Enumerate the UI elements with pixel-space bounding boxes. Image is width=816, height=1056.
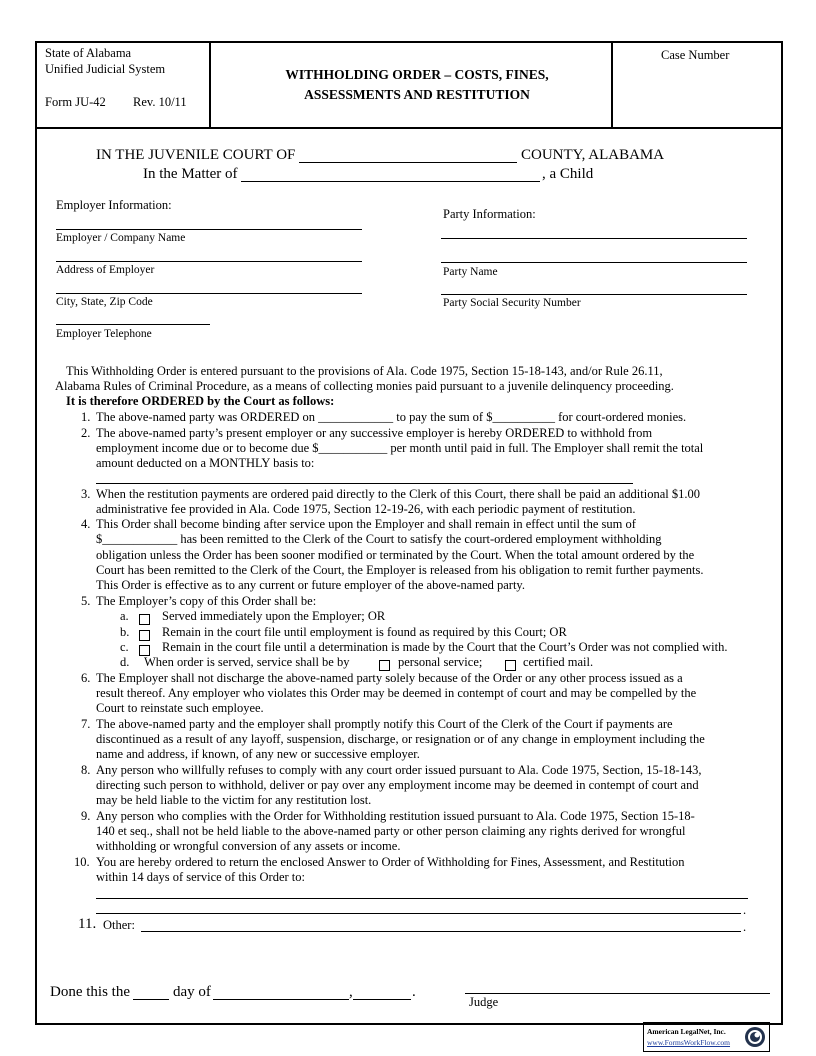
done-year-field[interactable] [353, 999, 411, 1000]
item-6-number: 6. [81, 671, 91, 685]
item-8-line3: may be held liable to the victim for any restitution lost. [96, 793, 372, 807]
item-6-line3: Court to reinstate such employee. [96, 701, 264, 715]
intro-line2: Alabama Rules of Criminal Procedure, as a means of collecting monies paid pursuant to a juvenile delinquency proceeding. [55, 379, 674, 393]
item-9-line2: 140 et seq., shall not be held liable to the above-named party or other person claiming any rights derived for wrongful [96, 824, 686, 838]
item-7-line3: name and address, if known, of any new or successive employer. [96, 747, 420, 761]
served-immediately-checkbox[interactable] [139, 614, 150, 625]
item-3-line1: When the restitution payments are ordered paid directly to the Clerk of this Court, there shall be paid an additional $1.00 [96, 487, 700, 501]
logo-url[interactable]: www.FormsWorkFlow.com [647, 1038, 731, 1047]
item-11-label: Other: [103, 918, 135, 932]
item-2-line2: employment income due or to become due $___________ per month until paid in full. The Employer shall remit the total [96, 441, 704, 455]
party-ssn-field[interactable] [441, 294, 747, 295]
item-7-line1: The above-named party and the employer shall promptly notify this Court of the Clerk of the Court if payments are [96, 717, 673, 731]
judge-signature-line[interactable] [465, 993, 770, 994]
item-6-line2: result thereof. Any employer who violates this Order may be deemed in contempt of court and may be compelled by the [96, 686, 697, 700]
return-to-field-2[interactable] [96, 913, 741, 914]
item-7-line2: discontinued as a result of any layoff, suspension, discharge, or resignation or of any change in employment including the [96, 732, 705, 746]
item-5-text: The Employer’s copy of this Order shall be: [96, 594, 317, 608]
county-field[interactable] [299, 162, 517, 163]
item-5d-letter: d. [120, 655, 130, 669]
header-title-box [209, 41, 613, 129]
employer-name-field[interactable] [56, 229, 362, 230]
item-8-line2: directing such person to withhold, deliver or pay over any employment income may be deemed in contempt of court and [96, 778, 699, 792]
child-name-field[interactable] [241, 181, 540, 182]
employer-phone-field[interactable] [56, 324, 210, 325]
party-name-label: Party Name [443, 266, 498, 278]
employer-address-label: Address of Employer [56, 264, 155, 276]
item-4-line5: This Order is effective as to any current or future employer of the above-named party. [96, 578, 525, 592]
state-label: State of Alabama [45, 46, 132, 60]
item-5-number: 5. [81, 594, 91, 608]
case-number-label: Case Number [661, 48, 730, 62]
item-2-line1: The above-named party’s present employer or any successive employer is hereby ORDERED to withhold from [96, 426, 653, 440]
employer-name-label: Employer / Company Name [56, 232, 186, 244]
other-field[interactable] [141, 931, 741, 932]
done-this-label: Done this the [50, 984, 130, 1000]
personal-service-checkbox[interactable] [379, 660, 390, 671]
item-10-line1: You are hereby ordered to return the enclosed Answer to Order of Withholding for Fines, Assessment, and Restitution [96, 855, 685, 869]
employer-heading: Employer Information: [56, 198, 172, 212]
done-month-field[interactable] [213, 999, 349, 1000]
party-ssn-label: Party Social Security Number [443, 297, 581, 309]
form-number: Form JU-42 [45, 95, 106, 109]
item-4-line2: $____________ has been remitted to the Clerk of the Court to satisfy the court-ordered employment withholding [96, 532, 662, 546]
certified-mail-checkbox[interactable] [505, 660, 516, 671]
case-number-field[interactable] [620, 66, 775, 122]
item-9-line3: withholding or wrongful conversion of any assets or income. [96, 839, 401, 853]
employer-phone-label: Employer Telephone [56, 328, 152, 340]
item-1-text: The above-named party was ORDERED on ____________ to pay the sum of $__________ for court-ordered monies. [96, 410, 687, 424]
item-5c-letter: c. [120, 640, 129, 654]
form-title-line1: WITHHOLDING ORDER – COSTS, FINES, [285, 67, 549, 82]
judge-label: Judge [469, 995, 499, 1009]
item-6-line1: The Employer shall not discharge the above-named party solely because of the Order or any other process issued as a [96, 671, 683, 685]
personal-service-label: personal service; [398, 655, 483, 669]
county-alabama-label: COUNTY, ALABAMA [521, 147, 665, 163]
item-5b-letter: b. [120, 625, 130, 639]
done-day-field[interactable] [133, 999, 169, 1000]
item-7-number: 7. [81, 717, 91, 731]
item-3-line2: administrative fee provided in Ala. Code 1975, Section 12-19-26, with each periodic payment of restitution. [96, 502, 636, 516]
item-5c-text: Remain in the court file until a determination is made by the Court that the Court’s Order was not complied with. [162, 640, 728, 654]
matter-of-label: In the Matter of [143, 166, 238, 182]
item-11-number: 11. [78, 916, 97, 932]
item-2-line3: amount deducted on a MONTHLY basis to: [96, 456, 315, 470]
ordered-heading: It is therefore ORDERED by the Court as follows: [66, 394, 335, 408]
party-line1-field[interactable] [441, 238, 747, 239]
logo-swirl-icon [744, 1026, 766, 1048]
item-8-number: 8. [81, 763, 91, 777]
american-legalnet-logo [643, 1022, 770, 1052]
form-title-line2: ASSESSMENTS AND RESTITUTION [304, 87, 530, 102]
a-child-label: , a Child [542, 166, 594, 182]
court-label: IN THE JUVENILE COURT OF [96, 147, 296, 163]
item-4-line4: Court has been remitted to the Clerk of the Court, the Employer is released from his obligation to remit further payments. [96, 563, 704, 577]
employer-city-field[interactable] [56, 293, 362, 294]
remain-until-employment-checkbox[interactable] [139, 630, 150, 641]
item-10-number: 10. [74, 855, 90, 869]
item-5b-text: Remain in the court file until employment is found as required by this Court; OR [162, 625, 567, 639]
item-4-line1: This Order shall become binding after service upon the Employer and shall remain in effect until the sum of [96, 517, 636, 531]
item-5d-text: When order is served, service shall be by [144, 655, 350, 669]
remit-to-field[interactable] [96, 483, 633, 484]
item-4-line3: obligation unless the Order has been sooner modified or terminated by the Court. When the total amount ordered by the [96, 548, 695, 562]
item-4-number: 4. [81, 517, 91, 531]
revision: Rev. 10/11 [133, 95, 187, 109]
item-2-number: 2. [81, 426, 91, 440]
item-1-number: 1. [81, 410, 91, 424]
item-3-number: 3. [81, 487, 91, 501]
logo-company-name: American LegalNet, Inc. [647, 1027, 726, 1036]
party-name-field[interactable] [441, 262, 747, 263]
certified-mail-label: certified mail. [523, 655, 594, 669]
return-to-field-1[interactable] [96, 898, 748, 899]
item-5a-text: Served immediately upon the Employer; OR [162, 609, 386, 623]
item-8-line1: Any person who willfully refuses to comply with any court order issued pursuant to Ala. Code 1975, Section, 15-18-143, [96, 763, 702, 777]
party-heading: Party Information: [443, 207, 536, 221]
item-5a-letter: a. [120, 609, 129, 623]
item-9-number: 9. [81, 809, 91, 823]
employer-city-label: City, State, Zip Code [56, 296, 153, 308]
item-10-line2: within 14 days of service of this Order to: [96, 870, 305, 884]
day-of-label: day of [173, 984, 211, 1000]
intro-line1: This Withholding Order is entered pursuant to the provisions of Ala. Code 1975, Section 15-18-143, and/or Rule 26.11, [66, 364, 663, 378]
item-9-line1: Any person who complies with the Order for Withholding restitution issued pursuant to Ala. Code 1975, Section 15-18- [96, 809, 695, 823]
system-label: Unified Judicial System [45, 62, 166, 76]
employer-address-field[interactable] [56, 261, 362, 262]
